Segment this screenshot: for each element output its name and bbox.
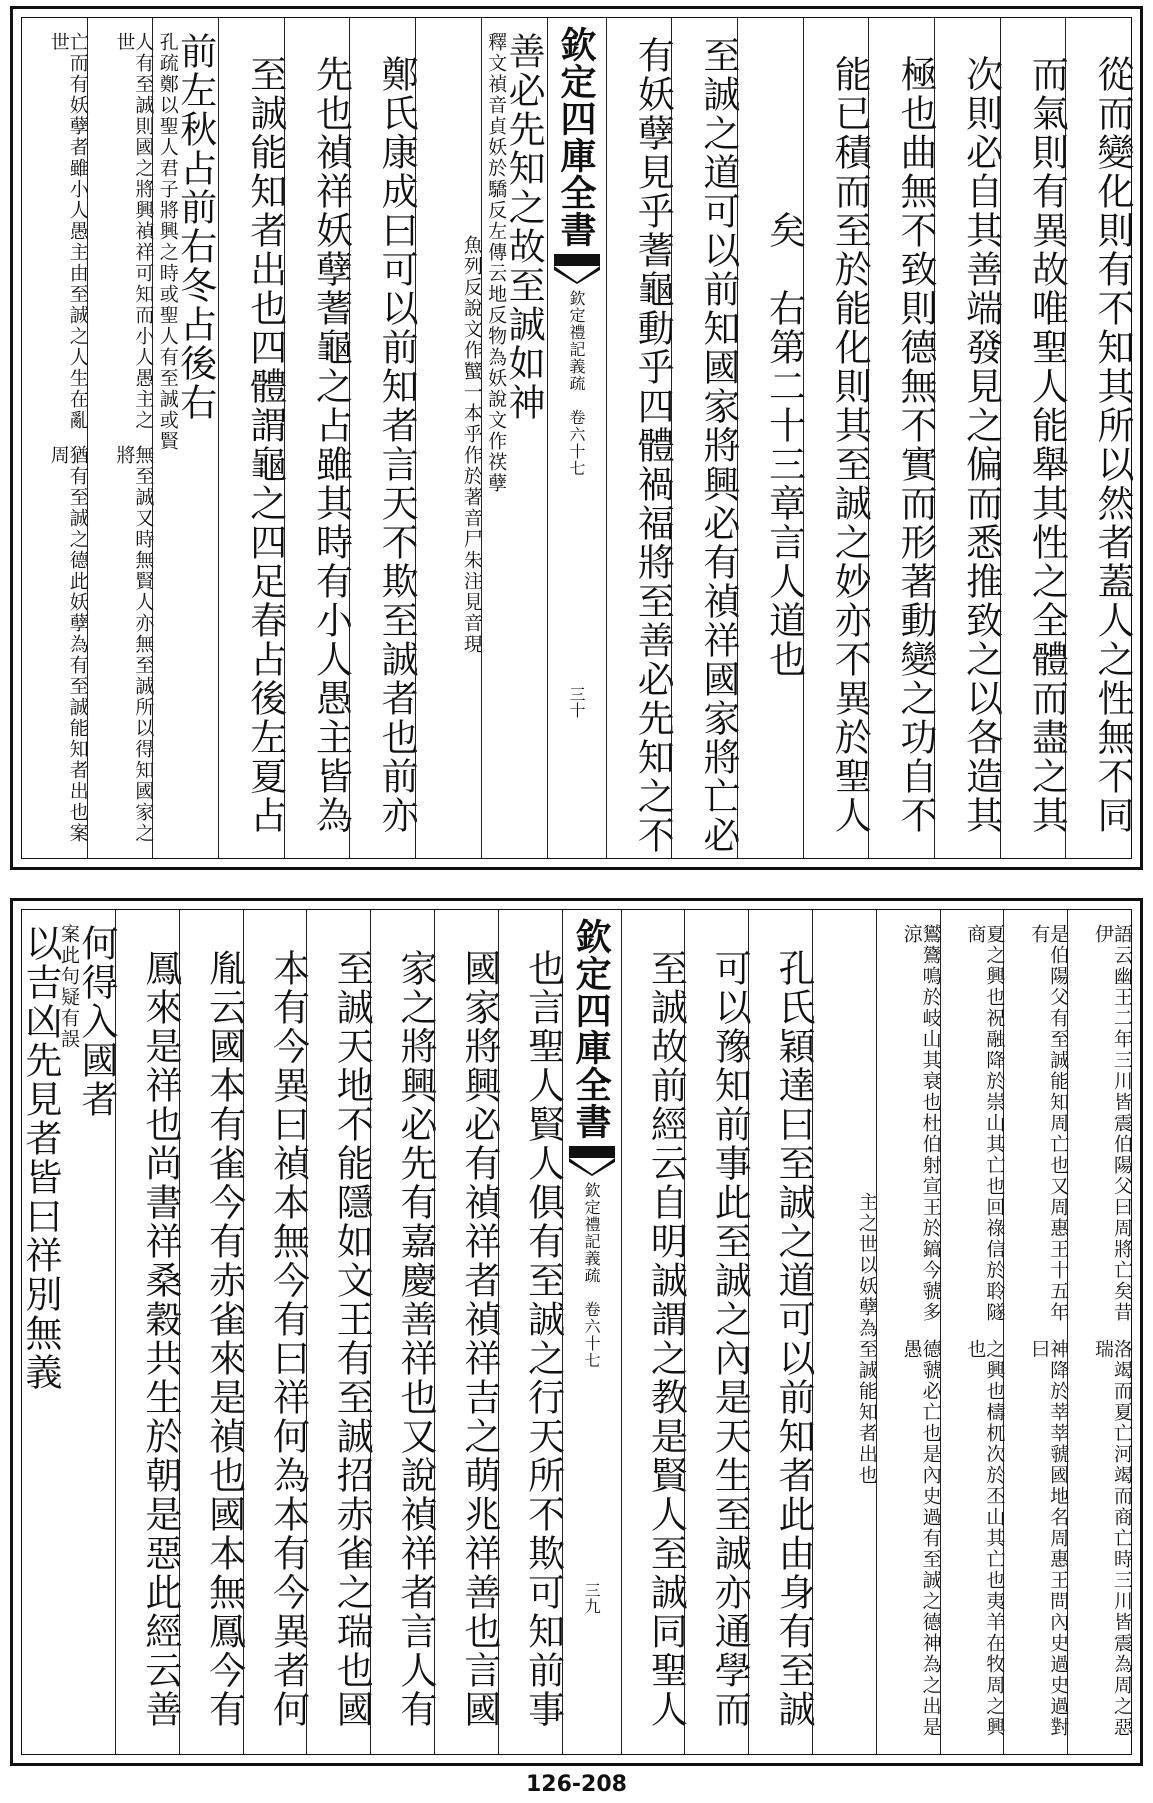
annotation-line: 神降於莘莘虢國地名周惠王問內史過史過對曰 [1028,1339,1070,1738]
text-column: 也言聖人賢人俱有至誠之行天所不欺可知前事 [498,910,562,1754]
text-column: 有妖孽見乎蓍龜動乎四體禍福將至善必先知之不 [606,18,672,858]
annotation-line: 主之世以妖孽為 [855,1192,878,1339]
text-column [152,18,218,858]
annotation-line: 猶有至誠之德此妖孽為有至誠能知者出也案周 [47,445,89,844]
annotation-column [87,18,153,858]
annotation-line: 魚列反說文作蠥一本乎 [460,235,483,445]
center-banner [547,18,606,858]
annotation-note: 案此句疑有誤 [58,924,81,1050]
annotation-line: 夏之興也祝融降於崇山其亡也回祿信於聆隧商 [964,924,1006,1323]
text-column [19,910,119,1754]
annotation-line: 無至誠又時無賢人亦無至誠所以得知國家之將 [113,445,155,844]
text-column: 孔氏穎達曰至誠之道可以前知者此由身有至誠 [748,910,812,1754]
annotation-column [812,910,876,1754]
fish-tail-icon [569,1146,615,1176]
annotation-line: 語云幽王二年三川皆震伯陽父曰周將亡矣昔伊 [1092,924,1133,1323]
text-column: 至誠天地不能隱如文王有至誠招赤雀之瑞也國 [306,910,370,1754]
page-number: 126-208 [526,1772,627,1797]
center-banner [562,910,621,1754]
banner-title: 欽定四庫全書 [555,26,597,248]
banner-subtitle: 欽定禮記義疏 卷六十七 [582,1182,602,1369]
main-text: 前左秋占前右冬占後右 [173,32,217,422]
annotation-line: 作於著音尸朱注見音現 [460,445,483,655]
text-column: 本有今異曰禎本無今有曰祥何為本有今異者何 [243,910,307,1754]
text-column: 胤云國本有雀今有赤雀來是禎也國本無鳳今有 [179,910,243,1754]
fish-tail-icon [554,254,600,284]
text-column: 而氣則有異故唯聖人能舉其性之全體而盡之其 [1000,18,1066,858]
bottom-page-columns [21,909,1132,1755]
main-text: 以吉凶先見者皆曰祥別無義 [19,924,63,1392]
annotation-line: 鸑鷟鳴於岐山其衰也杜伯射宣王於鎬今虢多涼 [900,924,942,1323]
text-column: 能已積而至於能化則其至誠之妙亦不異於聖人 [803,18,869,858]
annotation-note: 孔疏鄭以聖人君子將興之時或聖人有至誠或賢 [156,32,179,452]
text-column: 從而變化則有不知其所以然者蓋人之性無不同 [1065,18,1131,858]
annotation-column [940,910,1004,1754]
text-column: 矣 右第二十三章言人道也 [737,18,803,858]
main-text: 何得入國者 [75,924,119,1119]
annotation-line: 德虢必亡也是內史過有至誠之德神為之出是愚 [900,1339,942,1738]
text-column: 至誠能知者出也四體謂龜之四足春占後左夏占 [218,18,284,858]
annotation-line: 亡而有妖孽者雖小人愚主由至誠之人生在亂世 [47,32,89,431]
annotation-note: 釋文禎音貞妖於驕反左傳云地反物為妖說文作䄏孽 [485,32,508,494]
annotation-line: 洛竭而夏亡河竭而商亡時三川皆震為周之惡瑞 [1092,1339,1133,1738]
annotation-line: 人有至誠則國之將興禎祥可知而小人愚主之世 [113,32,155,431]
top-page [10,6,1143,870]
text-column: 家之將興必先有嘉慶善祥也又說禎祥者言人有 [370,910,434,1754]
text-column: 極也曲無不致則德無不實而形著動變之功自不 [868,18,934,858]
text-column: 至誠故前經云自明誠謂之教是賢人至誠同聖人 [621,910,685,1754]
annotation-column [415,18,481,858]
banner-title: 欽定四庫全書 [570,918,613,1140]
text-column: 可以豫知前事此至誠之內是天生至誠亦通學而 [684,910,748,1754]
text-column: 至誠之道可以前知國家將興必有禎祥國家將亡必 [671,18,737,858]
annotation-column [1003,910,1070,1754]
folio-number: 三十 [567,686,586,718]
main-text: 善必先知之故至誠如神 [502,32,546,422]
text-column: 國家將興必有禎祥者禎祥吉之萌兆祥善也言國 [434,910,498,1754]
top-page-columns [21,17,1132,859]
text-column: 鄭氏康成曰可以前知者言天不欺至誠者也前亦 [349,18,415,858]
text-column [481,18,547,858]
annotation-column [876,910,940,1754]
text-column: 先也禎祥妖孽蓍龜之占雖其時有小人愚主皆為 [284,18,350,858]
annotation-line: 至誠能知者出也 [855,1339,878,1486]
bottom-page [10,898,1143,1766]
text-column: 鳳來是祥也尚書祥桑穀共生於朝是惡此經云善 [115,910,179,1754]
annotation-line: 之興也檮杌次於丕山其亡也夷羊在牧周之興也 [964,1339,1006,1738]
banner-subtitle: 欽定禮記義疏 卷六十七 [567,290,586,477]
annotation-column [1067,910,1131,1754]
annotation-column [22,18,87,858]
folio-number: 三九 [582,1582,602,1614]
text-column: 次則必自其善端發見之偏而悉推致之以各造其 [934,18,1000,858]
annotation-line: 是伯陽父有至誠能知周亡也又周惠王十五年有 [1028,924,1070,1323]
